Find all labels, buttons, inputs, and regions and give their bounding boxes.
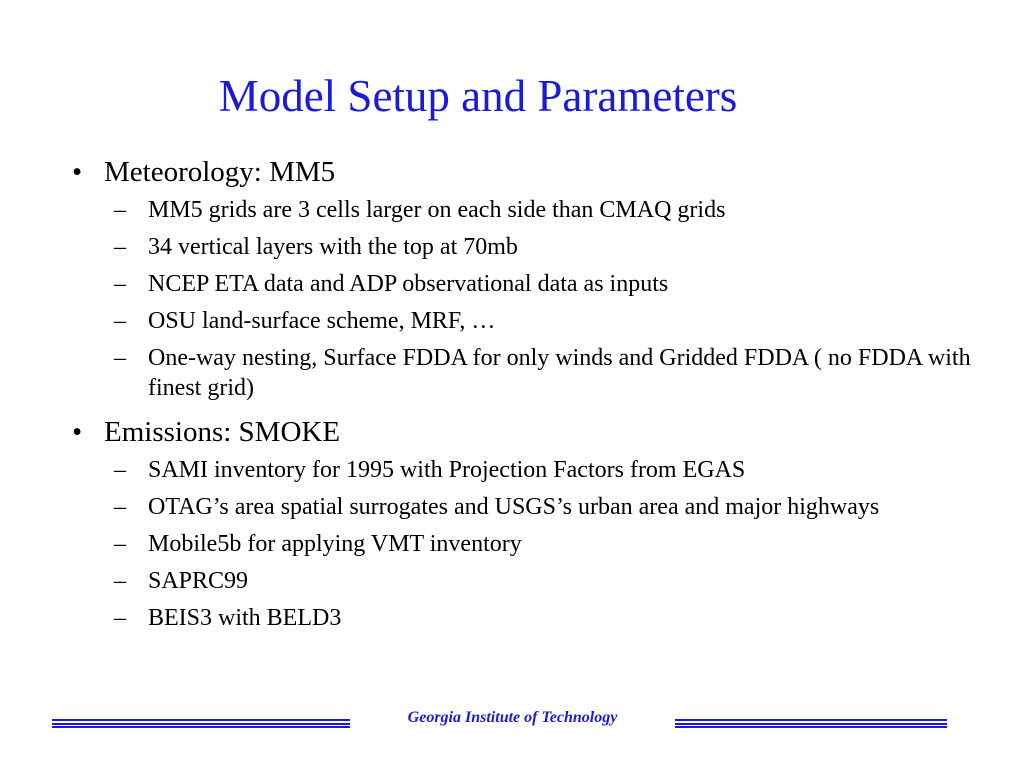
footer-rule-left <box>52 719 350 728</box>
sub-item-text: OTAG’s area spatial surrogates and USGS’s urban area and major highways <box>148 494 880 520</box>
bullet-marker: • <box>72 416 83 448</box>
footer-institution: Georgia Institute of Technology <box>407 709 618 726</box>
slide-title: Model Setup and Parameters <box>218 71 738 121</box>
sub-item-text: One-way nesting, Surface FDDA for only winds and Gridded FDDA ( no FDDA with finest grid) <box>148 345 971 401</box>
dash-marker: – <box>114 197 126 223</box>
sub-item-text: OSU land-surface scheme, MRF, … <box>148 308 496 334</box>
sub-item-text: SAPRC99 <box>148 568 249 594</box>
sub-item <box>114 269 972 299</box>
bullet-label: Meteorology: MM5 <box>104 156 336 188</box>
bullet-marker: • <box>72 156 83 188</box>
dash-marker: – <box>114 568 126 594</box>
dash-marker: – <box>114 308 126 334</box>
sub-item-text: BEIS3 with BELD3 <box>148 605 342 631</box>
slide-content <box>72 153 972 633</box>
sub-item-text: Mobile5b for applying VMT inventory <box>148 531 522 557</box>
dash-marker: – <box>114 345 126 371</box>
bullet-meteorology <box>72 153 972 191</box>
sub-item <box>114 455 972 485</box>
sub-item <box>114 566 972 596</box>
sub-item-text: SAMI inventory for 1995 with Projection Factors from EGAS <box>148 457 746 483</box>
dash-marker: – <box>114 605 126 631</box>
dash-marker: – <box>114 234 126 260</box>
sub-item <box>114 343 972 403</box>
sub-item-text: MM5 grids are 3 cells larger on each side than CMAQ grids <box>148 197 726 223</box>
bullet-label: Emissions: SMOKE <box>104 416 341 448</box>
footer-rule-right <box>675 719 947 728</box>
dash-marker: – <box>114 271 126 297</box>
sub-item-text: 34 vertical layers with the top at 70mb <box>148 234 518 260</box>
bullet-emissions <box>72 413 972 451</box>
sub-item <box>114 195 972 225</box>
dash-marker: – <box>114 531 126 557</box>
sub-item <box>114 529 972 559</box>
sub-item <box>114 306 972 336</box>
sub-item-text: NCEP ETA data and ADP observational data as inputs <box>148 271 669 297</box>
sub-item <box>114 492 972 522</box>
dash-marker: – <box>114 494 126 520</box>
sub-item <box>114 603 972 633</box>
dash-marker: – <box>114 457 126 483</box>
sub-item <box>114 232 972 262</box>
